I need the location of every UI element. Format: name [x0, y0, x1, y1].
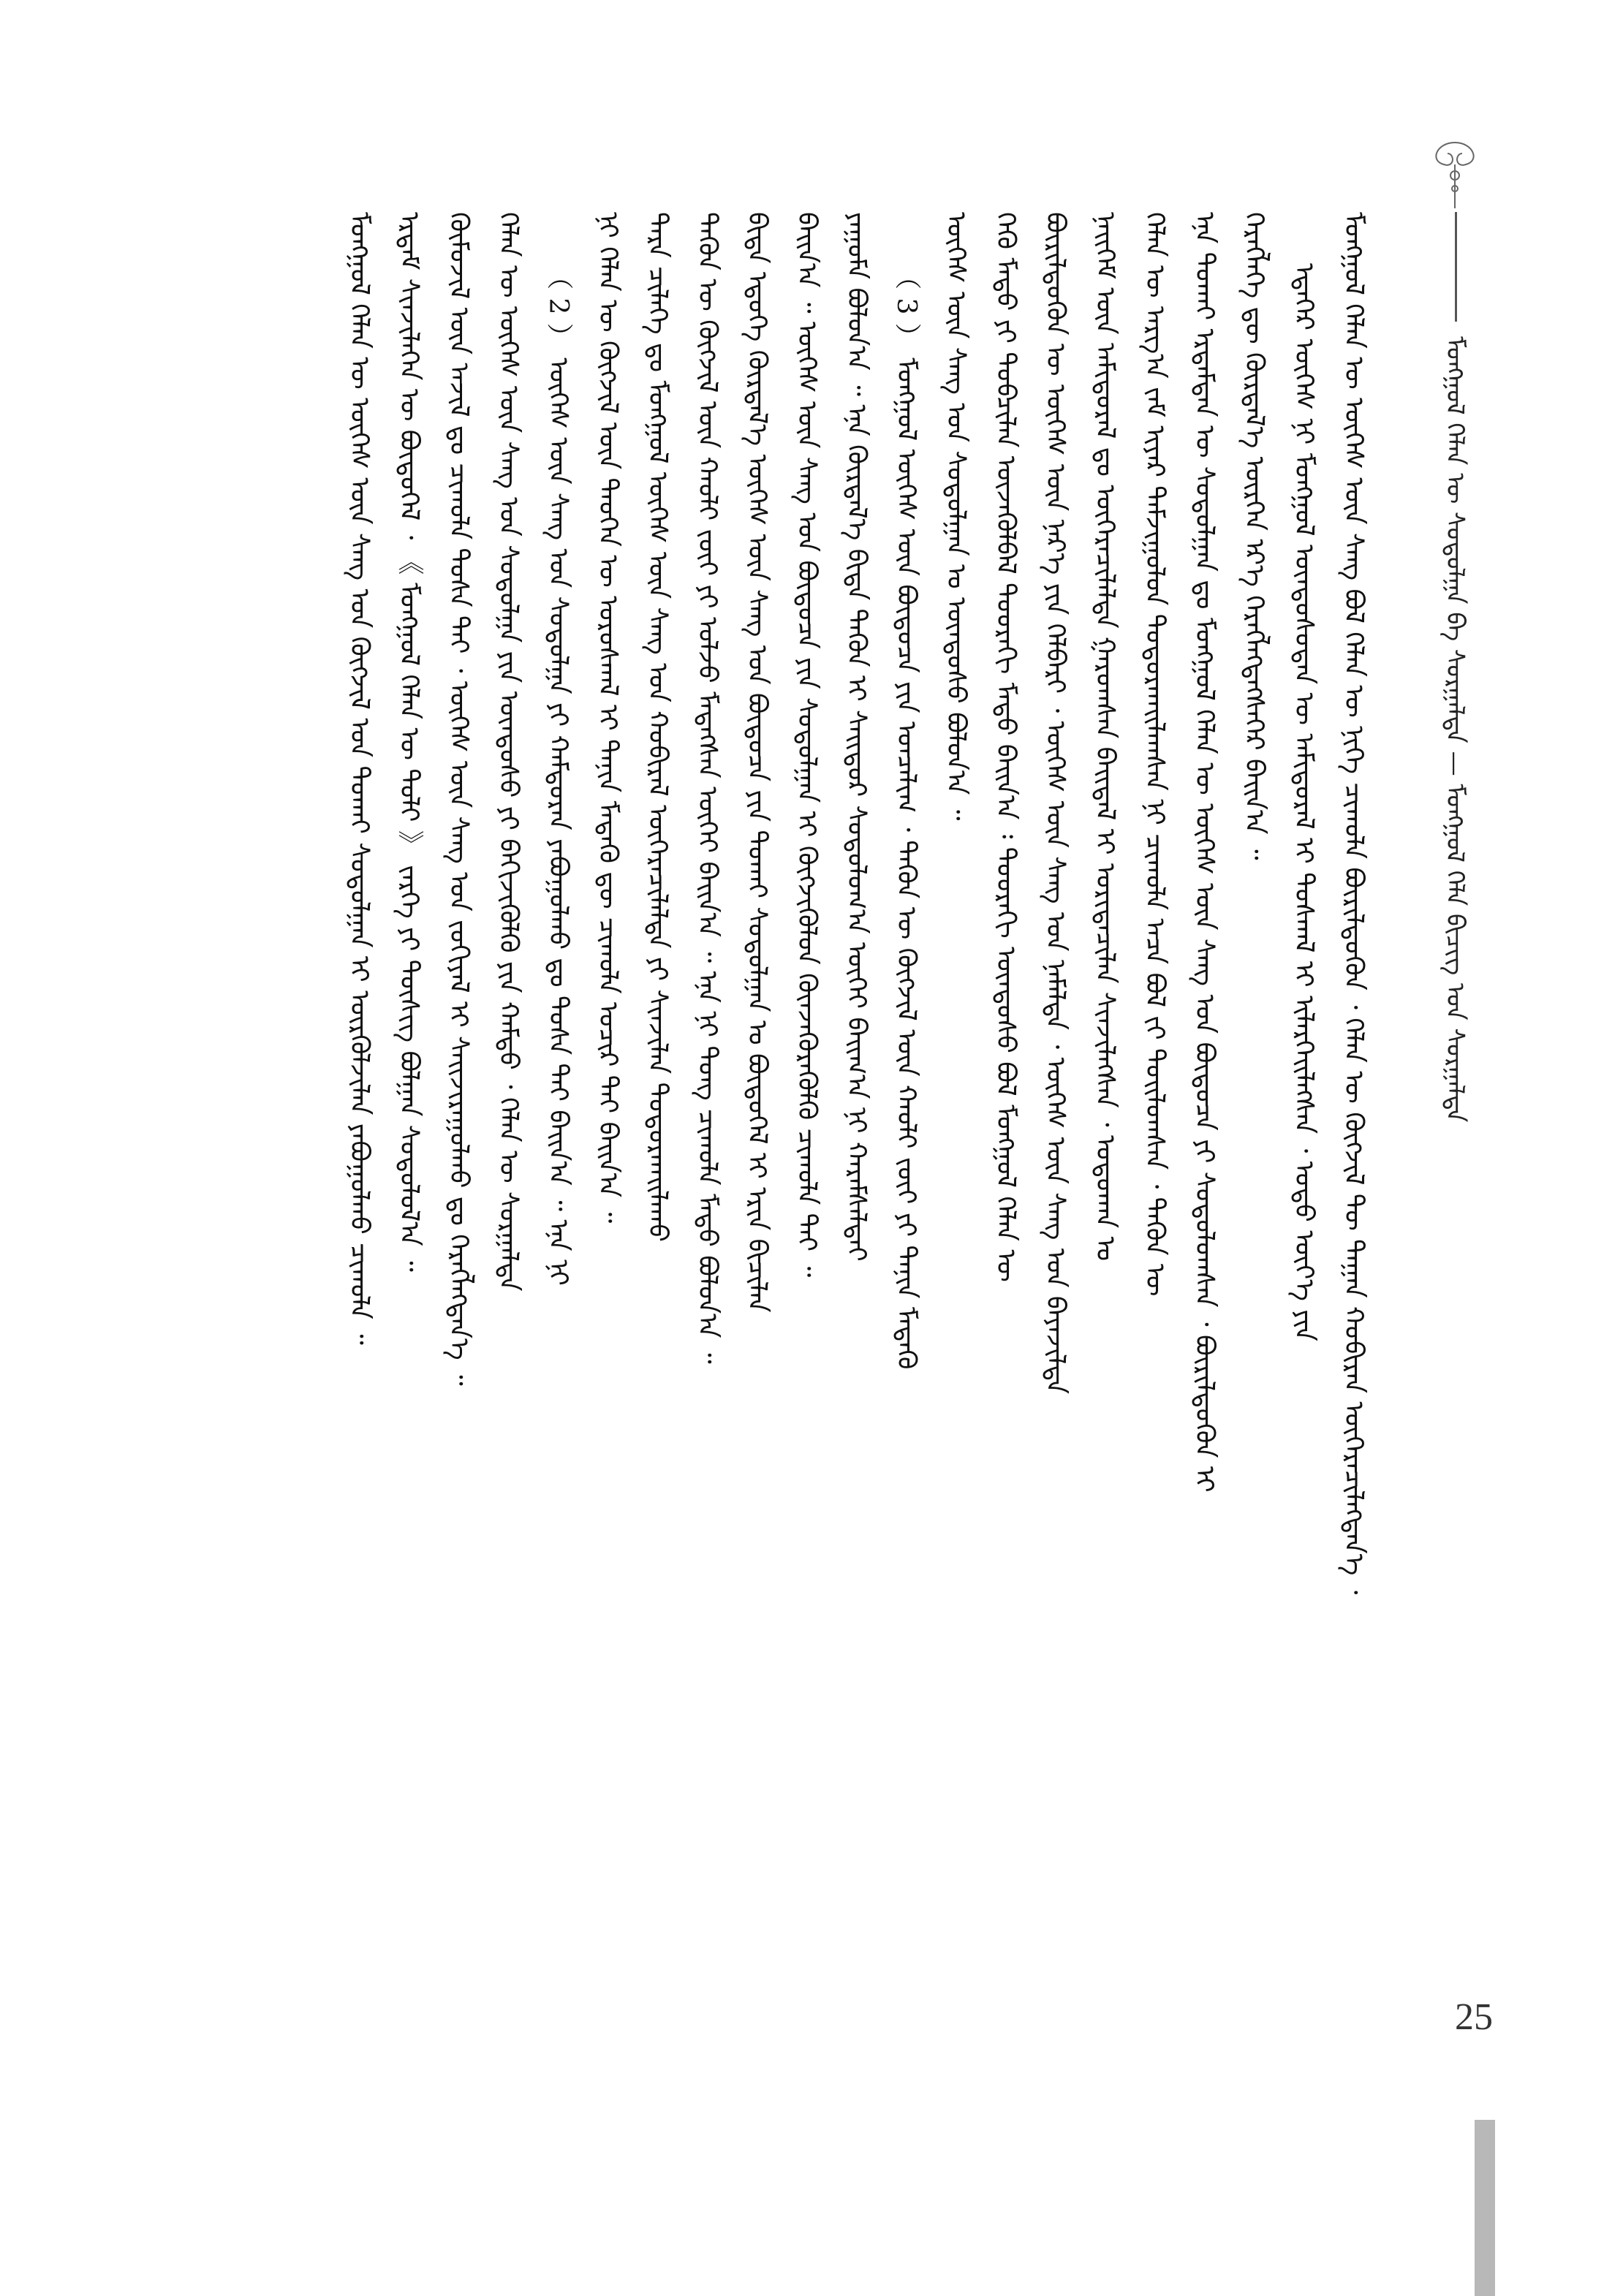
running-head-title: ᠮᠣᠩᠭᠣᠯ ᠬᠡᠯᠡᠨ ᠦ ᠰᠤᠳᠤᠯᠭᠠ ᠪᠠ ᠰᠤᠷᠭᠠᠯᠲᠠ — ᠮᠣᠩᠭᠣᠯ ᠬᠡᠯᠡ ᠪᠢᠴᠢᠭ ᠤᠨ ᠰᠤᠷᠭᠠᠯᠲᠠ	[1440, 336, 1469, 1123]
main-text	[186, 212, 1378, 1996]
text-line: ᠦᠭᠡᠰ ᠦᠨ ᠰᠠᠩ ᠤᠨ ᠰᠤᠳᠤᠯᠭᠠᠨ ᠤ ᠦᠨᠳᠦᠰᠦ ᠪᠣᠯᠤᠨ᠎ᠠ ᠃	[941, 212, 971, 821]
text-line: ᠮᠣᠩᠭᠣᠯ ᠬᠡᠯᠡᠨ ᠦ ᠦᠭᠡᠰ ᠦᠨ ᠰᠠᠩ ᠪᠣᠯ ᠬᠡᠯᠡᠨ ᠦ ᠨᠢᠭᠡ ᠴᠢᠬᠤᠯᠠ ᠪᠦᠷᠢᠯᠳᠦᠬᠦᠨ ᠂ ᠬᠡᠯᠡᠨ ᠦ ᠬᠥᠭᠵᠢᠯ ᠲᠦ ᠳᠠᠭᠠᠨ ᠬᠤᠪᠢᠷᠠᠨ ᠥᠭᠡᠷᠡᠴᠢᠯᠡᠭᠳᠡᠨ᠎ᠡ ᠂	[1339, 212, 1369, 1595]
text-line: ᠭᠡᠬᠦ ᠮᠡᠳᠦ ᠶᠢ ᠲᠣᠪᠴᠢᠯᠠᠨ ᠦᠵᠡᠭᠦᠯᠪᠡᠯ ᠳᠣᠣᠷᠠᠬᠢ ᠮᠡᠳᠦ ᠪᠠᠢᠨ᠎ᠠ ᠄ ᠳᠣᠣᠷᠠᠬᠢ ᠦᠨᠳᠦᠰᠦ ᠪᠣᠯ ᠮᠣᠩᠭᠣᠯ ᠬᠡᠯᠡᠨ ᠦ	[991, 212, 1021, 1282]
text-line: ᠡᠷᠳᠡᠮ ᠰᠢᠨᠵᠢᠯᠡᠭᠡᠨ ᠦ ᠪᠦᠲᠦᠭᠡᠯ ᠂ 《 ᠮᠣᠩᠭᠣᠯ ᠬᠡᠯᠡᠨ ᠦ ᠲᠣᠯᠢ 》 ᠵᠡᠷᠭᠡ ᠶᠢ ᠲᠦᠰᠢᠭ ᠪᠣᠯᠭᠠᠨ ᠰᠤᠳᠤᠯᠤᠯ᠎ᠠ ᠃	[394, 212, 424, 1272]
text-line: ᠮᠣᠩᠭᠣᠯ ᠬᠡᠯᠡᠨ ᠦ ᠦᠭᠡᠰ ᠦᠨ ᠰᠠᠩ ᠤᠨ ᠬᠥᠭᠵᠢᠯ ᠤᠨ ᠲᠤᠬᠠᠢ ᠰᠤᠳᠤᠯᠭᠠᠨ ᠢ ᠦᠷᠭᠦᠯᠵᠢᠯᠡᠨ ᠶᠠᠪᠤᠭᠤᠯᠬᠤ ᠴᠢᠬᠤᠯᠠ ᠃	[344, 212, 374, 1345]
text-line: ᠬᠡᠯᠡᠨ ᠦ ᠦᠭᠡᠰ ᠦᠨ ᠰᠠᠩ ᠤᠨ ᠰᠤᠳᠤᠯᠭᠠ ᠶᠢᠨ ᠦᠨᠳᠦᠰᠦ ᠶᠢ ᠪᠡᠬᠢᠵᠢᠭᠦᠯᠬᠦ ᠶᠢᠨ ᠬᠠᠮᠲᠤ ᠂ ᠬᠡᠯᠡᠨ ᠦ ᠰᠤᠷᠭᠠᠯᠲᠠ	[493, 212, 523, 1292]
text-line: ᠶᠠᠭᠤᠮᠠ ᠪᠣᠯᠤᠨ᠎ᠠ ᠃ ᠡᠨᠡ ᠬᠦᠷᠲᠡᠯ᠎ᠡ ᠪᠢᠳᠡ ᠲᠡᠭᠦᠨ ᠢ ᠰᠠᠢᠲᠤᠷ ᠰᠤᠳᠤᠯᠤᠭ᠎ᠠ ᠦᠭᠡᠢ ᠪᠠᠢᠭ᠎ᠠ ᠨᠢ ᠬᠠᠷᠠᠮᠰᠠᠯᠲᠠᠢ	[841, 212, 871, 1262]
running-head	[1415, 139, 1502, 1123]
text-line: ᠲᠡᠭᠦᠨ ᠦ ᠬᠥᠭᠵᠢᠯ ᠦᠨ ᠬᠠᠤᠯᠢ ᠵᠦᠢ ᠶᠢ ᠣᠯᠵᠤ ᠮᠡᠳᠡᠭᠰᠡᠨ ᠦᠭᠡᠢ ᠪᠠᠢᠨ᠎ᠠ ᠃ ᠡᠨᠡ ᠨᠢ ᠲᠤᠩ ᠴᠢᠬᠤᠯᠠ ᠮᠡᠳᠦ ᠪᠣᠯᠤᠨ᠎ᠠ ᠃	[692, 212, 722, 1364]
text-line: ᠪᠢᠳᠡ ᠡᠳᠦᠭᠡ ᠬᠦᠷᠲᠡᠯ᠎ᠡ ᠦᠭᠡᠰ ᠦᠨ ᠰᠠᠩ ᠤᠨ ᠪᠦᠲᠦᠴᠡ ᠶᠢᠨ ᠲᠤᠬᠠᠢ ᠰᠤᠳᠤᠯᠭᠠᠨ ᠤ ᠪᠦᠲᠦᠭᠡᠯ ᠢ ᠡᠷᠢᠨ ᠪᠢᠴᠢᠯᠡᠨ	[742, 212, 772, 1313]
text-line: ᠡᠳᠡᠭᠡᠷ ᠦᠭᠡᠰ ᠨᠢ ᠮᠣᠩᠭᠣᠯ ᠦᠨᠳᠦᠰᠦᠲᠡᠨ ᠦ ᠠᠮᠢᠳᠤᠷᠠᠯ ᠢ ᠲᠤᠰᠬᠠᠯ ᠢ ᠢᠯᠡᠷᠬᠡᠢᠯᠡᠭᠰᠡᠨ ᠂ ᠣᠳᠣ ᠦᠶ᠎ᠡ ᠶᠢᠨ	[1289, 263, 1319, 1341]
text-line: （ 2 ） ᠦᠭᠡᠰ ᠦᠨ ᠰᠠᠩ ᠤᠨ ᠰᠤᠳᠤᠯᠭᠠ ᠶᠢ ᠬᠠᠮᠲᠤᠷᠠᠨ ᠶᠠᠪᠤᠭᠤᠯᠬᠤ ᠳᠤ ᠲᠤᠰᠠ ᠲᠠᠢ ᠪᠠᠢᠨ᠎ᠠ ᠃ ᠡᠨᠡ ᠨᠢ	[543, 263, 573, 1286]
text-line: ᠨᠢ ᠬᠡᠯᠡᠨ ᠦ ᠬᠥᠭᠵᠢᠯ ᠦᠨ ᠲᠡᠦᠬᠡᠨ ᠦ ᠤᠷᠤᠰᠬᠠᠯ ᠢ ᠲᠠᠨᠢᠨ ᠮᠡᠳᠡᠬᠦ ᠳᠦ ᠴᠢᠬᠤᠯᠠ ᠤᠴᠢᠷ ᠲᠠᠢ ᠪᠠᠢᠨ᠎ᠠ ᠃	[593, 212, 623, 1224]
text-line: ᠡᠨᠡ ᠲᠤᠬᠠᠢ ᠡᠷᠳᠡᠮᠲᠡᠨ ᠦ ᠰᠤᠳᠤᠯᠭᠠᠨ ᠳᠤ ᠮᠣᠩᠭᠣᠯ ᠬᠡᠯᠡᠨ ᠦ ᠦᠭᠡᠰ ᠦᠨ ᠰᠠᠩ ᠤᠨ ᠪᠦᠲᠦᠴᠡ ᠶᠢ ᠰᠤᠳᠤᠯᠤᠭᠰᠠᠨ ᠂ ᠪᠦᠷᠢᠯᠳᠦᠬᠦᠨ ᠢ	[1189, 212, 1219, 1493]
header-rule	[1455, 212, 1457, 322]
edge-tab	[1475, 2120, 1495, 2296]
ornament-icon	[1415, 139, 1495, 212]
text-line: ᠬᠡᠷᠡᠭᠯᠡᠭᠡ ᠳᠦ ᠬᠦᠷᠲᠡᠯ᠎ᠡ ᠥᠷᠭᠡᠨ ᠡᠷ᠎ᠡ ᠬᠡᠷᠡᠭᠯᠡᠭᠳᠡᠭᠰᠡᠭᠡᠷ ᠪᠠᠢᠨ᠎ᠠ ᠃	[1239, 212, 1269, 860]
text-line: ᠲᠡᠷᠡ ᠴᠢᠯᠡᠭᠡ ᠳᠤ ᠮᠣᠩᠭᠣᠯ ᠦᠭᠡᠰ ᠦᠨ ᠰᠠᠩ ᠤᠨ ᠬᠤᠪᠢᠷᠠᠯ ᠥᠭᠡᠷᠡᠴᠢᠯᠡᠯᠲᠡ ᠶᠢ ᠰᠢᠨᠵᠢᠯᠡᠨ ᠲᠣᠳᠣᠷᠬᠠᠢᠯᠠᠬᠤ	[643, 212, 673, 1242]
page-number: 25	[1455, 1996, 1493, 2038]
text-line: ᠨᠡᠢᠭᠡᠮ ᠦᠨ ᠠᠮᠢᠳᠤᠷᠠᠯ ᠳᠤ ᠥᠭᠡᠷᠡᠴᠢᠯᠡᠯᠲᠡ ᠭᠠᠷᠤᠭᠰᠠᠨ ᠪᠠᠢᠳᠠᠯ ᠢ ᠤᠷᠢᠳᠠᠴᠢᠯᠠᠨ ᠰᠢᠨᠵᠢᠯᠡᠭᠰᠡᠨ ᠂ ᠣᠳᠣᠬᠠᠨ ᠤ	[1090, 212, 1120, 1262]
text-line: ᠪᠦᠷᠢᠯᠳᠦᠬᠦᠨ ᠦ ᠦᠭᠡᠰ ᠦᠨ ᠨᠡᠷ᠎ᠡ ᠶᠢᠨ ᠬᠡᠯᠪᠡᠷᠢ ᠂ ᠦᠭᠡᠰ ᠦᠨ ᠰᠠᠩ ᠤᠨ ᠨᠡᠮᠡᠯᠲᠡ ᠂ ᠦᠭᠡᠰ ᠦᠨ ᠰᠠᠩ ᠤᠨ ᠪᠠᠶᠠᠵᠢᠯᠲᠠ	[1040, 212, 1070, 1394]
text-line: ᠬᠦᠮᠦᠵᠢᠯ ᠦᠨ ᠠᠵᠢᠯ ᠳᠤ ᠴᠢᠬᠤᠯᠠ ᠲᠤᠰᠠ ᠲᠠᠢ ᠂ ᠦᠭᠡᠰ ᠦᠨ ᠰᠠᠩ ᠤᠨ ᠵᠣᠬᠢᠶᠠᠯ ᠢ ᠰᠠᠢᠵᠢᠷᠠᠭᠤᠯᠬᠤ ᠳᠤ ᠬᠡᠷᠡᠭᠯᠡᠭᠳᠡᠨ᠎ᠡ ᠃	[444, 212, 474, 1386]
text-line: （ 3 ） ᠮᠣᠩᠭᠣᠯ ᠦᠭᠡᠰ ᠦᠨ ᠪᠦᠲᠦᠴᠡ ᠶᠢᠨ ᠣᠨᠴᠠᠯᠢᠭ ᠂ ᠲᠡᠭᠦᠨ ᠦ ᠬᠥᠭᠵᠢᠯ ᠦᠨ ᠬᠠᠤᠯᠢ ᠵᠦᠢ ᠶᠢ ᠲᠠᠨᠢᠨ ᠮᠡᠳᠡᠬᠦ	[891, 263, 921, 1370]
text-line: ᠬᠡᠯᠡᠨ ᠦ ᠠᠷᠭ᠎ᠠ ᠵᠠᠮ ᠢᠶᠠᠷ ᠳᠠᠮᠵᠢᠭᠤᠯᠤᠨ ᠲᠣᠳᠣᠷᠬᠠᠢᠯᠠᠭᠰᠠᠨ ᠨᠢ ᠴᠢᠬᠤᠯᠠ ᠠᠴᠠ ᠪᠣᠯ ᠶ᠋ᠢ ᠲᠤᠢᠯᠤᠭᠰᠠᠨ ᠂ ᠲᠡᠭᠦᠨ ᠦ	[1140, 212, 1170, 1297]
text-line: ᠪᠠᠢᠨ᠎ᠠ ᠃ ᠦᠭᠡᠰ ᠦᠨ ᠰᠠᠩ ᠤᠨ ᠪᠦᠲᠦᠴᠡ ᠶᠢᠨ ᠰᠤᠳᠤᠯᠭᠠᠨ ᠢ ᠬᠥᠭᠵᠢᠭᠦᠯᠦᠨ ᠭᠦᠨᠵᠡᠭᠦᠷᠡᠭᠦᠯᠬᠦ ᠴᠢᠬᠤᠯᠠ ᠲᠠᠢ ᠃	[792, 212, 822, 1278]
